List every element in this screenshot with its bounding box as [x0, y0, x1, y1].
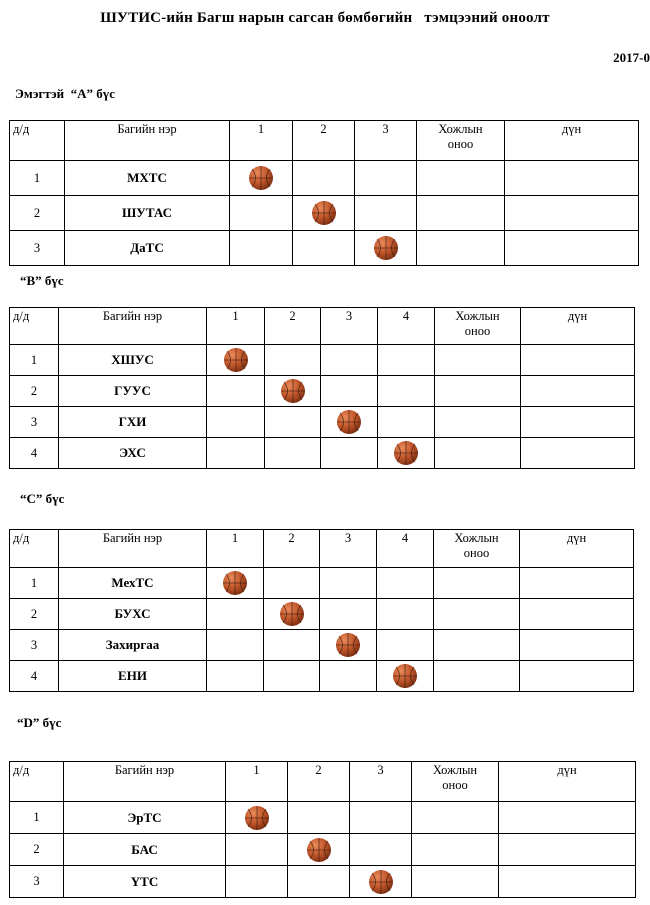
table-row	[10, 802, 636, 834]
match-cell	[377, 599, 434, 630]
row-points	[434, 599, 520, 630]
row-team-name: ЭХС	[59, 438, 207, 469]
match-cell	[350, 834, 412, 866]
row-team-name: МехТС	[59, 568, 207, 599]
header-points-line1: Хожлын	[438, 122, 483, 136]
row-points	[412, 834, 499, 866]
match-cell	[378, 407, 435, 438]
row-team-name: МХТС	[65, 161, 230, 196]
table-header-row	[10, 530, 634, 568]
row-total	[499, 802, 636, 834]
match-cell	[265, 407, 321, 438]
header-opponent-col: 3	[355, 121, 417, 161]
row-total	[521, 345, 635, 376]
header-opponent-col: 3	[350, 762, 412, 802]
match-cell	[293, 231, 355, 266]
header-opponent-col: 4	[377, 530, 434, 568]
row-points	[435, 376, 521, 407]
diagonal-cell	[226, 802, 288, 834]
match-cell	[207, 376, 265, 407]
group-label: Эмэгтэй “A” бүс	[15, 86, 116, 101]
match-cell	[321, 345, 378, 376]
document-date: 2017-0	[613, 50, 650, 65]
header-points-line1: Хожлын	[455, 309, 500, 323]
row-points	[435, 438, 521, 469]
header-opponent-col: 1	[207, 308, 265, 345]
table-row	[10, 661, 634, 692]
row-total	[505, 161, 639, 196]
match-cell	[288, 866, 350, 898]
match-cell	[378, 376, 435, 407]
row-num: 4	[10, 661, 59, 692]
header-points-line2: оноо	[442, 778, 468, 792]
basketball-icon	[223, 347, 249, 373]
table-row	[10, 438, 635, 469]
row-team-name: ШУТАС	[65, 196, 230, 231]
header-opponent-col: 1	[226, 762, 288, 802]
header-num: д/д	[10, 121, 65, 161]
row-num: 1	[10, 802, 64, 834]
diagonal-cell	[377, 661, 434, 692]
document-title: ШУТИС-ийн Багш нарын сагсан бөмбөгийн тэмцээний оноолт	[100, 10, 550, 26]
match-cell	[230, 196, 293, 231]
row-points	[417, 231, 505, 266]
match-cell	[378, 345, 435, 376]
header-opponent-col: 2	[264, 530, 320, 568]
header-opponent-col: 3	[320, 530, 377, 568]
table-row	[10, 376, 635, 407]
row-points	[434, 661, 520, 692]
group-table	[9, 529, 634, 692]
row-team-name: ЭрТС	[64, 802, 226, 834]
table-row	[10, 834, 636, 866]
table-row	[10, 231, 639, 266]
match-cell	[320, 599, 377, 630]
row-total	[505, 231, 639, 266]
match-cell	[226, 834, 288, 866]
header-opponent-col: 1	[230, 121, 293, 161]
row-num: 2	[10, 599, 59, 630]
row-points	[417, 161, 505, 196]
match-cell	[264, 568, 320, 599]
table-row	[10, 345, 635, 376]
basketball-icon	[393, 440, 419, 466]
row-points	[434, 630, 520, 661]
group-table	[9, 120, 639, 266]
row-num: 1	[10, 345, 59, 376]
diagonal-cell	[207, 568, 264, 599]
table-row	[10, 196, 639, 231]
match-cell	[350, 802, 412, 834]
row-total	[521, 438, 635, 469]
row-num: 1	[10, 568, 59, 599]
basketball-icon	[368, 869, 394, 895]
header-points-line1: Хожлын	[454, 531, 499, 545]
header-team: Багийн нэр	[59, 308, 207, 345]
row-total	[520, 599, 634, 630]
header-points-line2: оноо	[447, 137, 474, 151]
diagonal-cell	[293, 196, 355, 231]
basketball-icon	[311, 200, 337, 226]
header-team: Багийн нэр	[65, 121, 230, 161]
match-cell	[265, 438, 321, 469]
match-cell	[288, 802, 350, 834]
row-num: 3	[10, 407, 59, 438]
header-team: Багийн нэр	[59, 530, 207, 568]
diagonal-cell	[265, 376, 321, 407]
row-team-name: ЕНИ	[59, 661, 207, 692]
match-cell	[377, 568, 434, 599]
match-cell	[226, 866, 288, 898]
row-points	[412, 866, 499, 898]
match-cell	[321, 438, 378, 469]
row-total	[521, 407, 635, 438]
header-total: дүн	[499, 762, 636, 802]
header-points	[435, 308, 521, 345]
group-label: “C” бүс	[20, 491, 65, 506]
match-cell	[265, 345, 321, 376]
table-header-row	[10, 121, 639, 161]
header-num: д/д	[10, 530, 59, 568]
header-points-line2: оноо	[464, 324, 491, 338]
row-total	[499, 834, 636, 866]
row-team-name: БАС	[64, 834, 226, 866]
row-total	[520, 568, 634, 599]
header-opponent-col: 2	[265, 308, 321, 345]
diagonal-cell	[230, 161, 293, 196]
row-team-name: Захиргаа	[59, 630, 207, 661]
header-total: дүн	[505, 121, 639, 161]
header-total: дүн	[521, 308, 635, 345]
row-num: 3	[10, 630, 59, 661]
row-total	[520, 630, 634, 661]
match-cell	[355, 161, 417, 196]
row-points	[417, 196, 505, 231]
diagonal-cell	[207, 345, 265, 376]
basketball-icon	[335, 632, 361, 658]
basketball-icon	[306, 837, 332, 863]
row-num: 3	[10, 231, 65, 266]
match-cell	[355, 196, 417, 231]
header-num: д/д	[10, 762, 64, 802]
diagonal-cell	[378, 438, 435, 469]
basketball-icon	[373, 235, 399, 261]
match-cell	[207, 630, 264, 661]
table-row	[10, 568, 634, 599]
diagonal-cell	[350, 866, 412, 898]
basketball-icon	[222, 570, 248, 596]
row-team-name: ХШУС	[59, 345, 207, 376]
table-header-row	[10, 308, 635, 345]
table-row	[10, 161, 639, 196]
match-cell	[264, 661, 320, 692]
basketball-icon	[248, 165, 274, 191]
match-cell	[207, 661, 264, 692]
header-total: дүн	[520, 530, 634, 568]
row-team-name: ГХИ	[59, 407, 207, 438]
basketball-icon	[392, 663, 418, 689]
row-total	[521, 376, 635, 407]
row-team-name: ДаТС	[65, 231, 230, 266]
group-table	[9, 307, 635, 469]
header-team: Багийн нэр	[64, 762, 226, 802]
header-opponent-col: 4	[378, 308, 435, 345]
header-points	[434, 530, 520, 568]
group-label: “B” бүс	[20, 273, 64, 288]
header-points	[417, 121, 505, 161]
table-row	[10, 599, 634, 630]
diagonal-cell	[321, 407, 378, 438]
row-total	[499, 866, 636, 898]
basketball-icon	[244, 805, 270, 831]
basketball-icon	[336, 409, 362, 435]
diagonal-cell	[288, 834, 350, 866]
match-cell	[293, 161, 355, 196]
diagonal-cell	[355, 231, 417, 266]
match-cell	[321, 376, 378, 407]
header-opponent-col: 2	[293, 121, 355, 161]
row-team-name: ҮТС	[64, 866, 226, 898]
basketball-icon	[279, 601, 305, 627]
header-points-line1: Хожлын	[432, 763, 478, 777]
table-row	[10, 630, 634, 661]
row-team-name: ГУУС	[59, 376, 207, 407]
row-num: 2	[10, 196, 65, 231]
row-num: 2	[10, 376, 59, 407]
row-num: 3	[10, 866, 64, 898]
match-cell	[207, 599, 264, 630]
group-label: “D” бүс	[17, 715, 62, 730]
basketball-icon	[280, 378, 306, 404]
diagonal-cell	[264, 599, 320, 630]
row-points	[435, 407, 521, 438]
row-num: 1	[10, 161, 65, 196]
row-points	[412, 802, 499, 834]
header-opponent-col: 3	[321, 308, 378, 345]
match-cell	[320, 568, 377, 599]
header-points-line2: оноо	[463, 546, 490, 560]
header-num: д/д	[10, 308, 59, 345]
match-cell	[207, 438, 265, 469]
row-total	[520, 661, 634, 692]
row-points	[435, 345, 521, 376]
table-header-row	[10, 762, 636, 802]
match-cell	[207, 407, 265, 438]
row-num: 4	[10, 438, 59, 469]
match-cell	[264, 630, 320, 661]
table-row	[10, 407, 635, 438]
diagonal-cell	[320, 630, 377, 661]
row-total	[505, 196, 639, 231]
header-points	[412, 762, 499, 802]
header-opponent-col: 2	[288, 762, 350, 802]
row-num: 2	[10, 834, 64, 866]
table-row	[10, 866, 636, 898]
match-cell	[230, 231, 293, 266]
match-cell	[320, 661, 377, 692]
group-table	[9, 761, 636, 898]
row-points	[434, 568, 520, 599]
match-cell	[377, 630, 434, 661]
header-opponent-col: 1	[207, 530, 264, 568]
row-team-name: БУХС	[59, 599, 207, 630]
